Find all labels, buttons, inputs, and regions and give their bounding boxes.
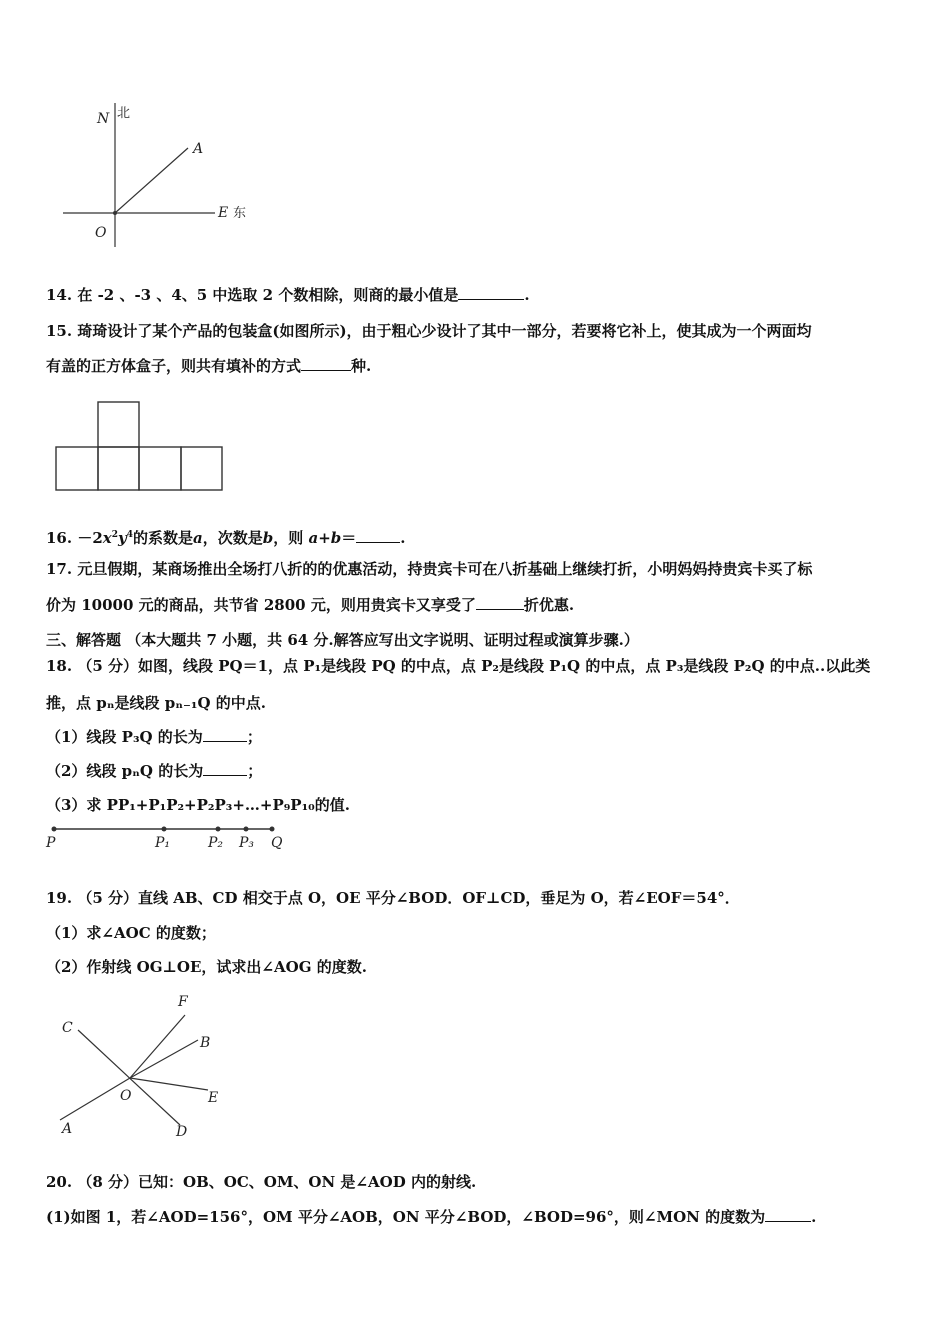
var-b: b bbox=[262, 529, 274, 547]
punct: ； bbox=[246, 728, 262, 746]
question-text: 已知：OB、OC、OM、ON 是∠AOD 内的射线. bbox=[138, 1173, 477, 1191]
question-number: 14. bbox=[46, 286, 73, 304]
east-char: 东 bbox=[233, 206, 247, 221]
question-text: ，则 bbox=[273, 529, 304, 547]
label-f: F bbox=[178, 994, 188, 1010]
expr: a+b bbox=[308, 529, 342, 547]
question-text: 价为 10000 元的商品，共节省 2800 元，则用贵宾卡又享受了 bbox=[46, 596, 476, 614]
label-b: B bbox=[200, 1035, 211, 1051]
question-text: 琦琦设计了某个产品的包装盒(如图所示)，由于粗心少设计了其中一部分，若要将它补上，使其成为一个两面均 bbox=[77, 322, 812, 340]
punct: ； bbox=[247, 762, 263, 780]
question-18-sub3 bbox=[46, 795, 350, 815]
question-text: 有盖的正方体盒子，则共有填补的方式 bbox=[46, 357, 302, 375]
question-19-sub2 bbox=[46, 957, 367, 977]
question-text: （1）线段 P₃Q 的长为 bbox=[46, 728, 203, 746]
score: （5 分） bbox=[77, 657, 139, 675]
var-y: y bbox=[118, 529, 127, 547]
question-17-line2 bbox=[46, 595, 574, 615]
question-text: 推，点 pₙ是线段 pₙ₋₁Q 的中点. bbox=[46, 694, 266, 712]
north-label: N bbox=[97, 111, 110, 127]
question-number: 18. bbox=[46, 657, 73, 675]
answer-blank[interactable] bbox=[458, 285, 524, 300]
east-label: E bbox=[218, 205, 229, 221]
point-p2 bbox=[216, 827, 221, 832]
question-text: 的系数是 bbox=[132, 529, 193, 547]
punct: . bbox=[811, 1208, 817, 1226]
answer-blank[interactable] bbox=[203, 727, 247, 742]
question-20-line1 bbox=[46, 1172, 476, 1192]
score: （8 分） bbox=[77, 1173, 139, 1191]
question-15-line2 bbox=[46, 356, 371, 376]
label-p: P bbox=[46, 835, 56, 851]
question-number: 17. bbox=[46, 560, 73, 578]
segment-figure bbox=[40, 820, 300, 855]
point-p bbox=[52, 827, 57, 832]
answer-blank[interactable] bbox=[356, 528, 400, 543]
question-number: 15. bbox=[46, 322, 73, 340]
question-14 bbox=[46, 285, 530, 305]
point-p1 bbox=[162, 827, 167, 832]
coef: －2 bbox=[77, 529, 103, 547]
compass-figure bbox=[55, 95, 275, 255]
question-number: 19. bbox=[46, 889, 73, 907]
section-text: 三、解答题 （本大题共 7 小题，共 64 分.解答应写出文字说明、证明过程或演算步骤.） bbox=[46, 631, 639, 649]
answer-blank[interactable] bbox=[765, 1207, 811, 1222]
question-20-line2 bbox=[46, 1207, 816, 1227]
question-19-line1 bbox=[46, 888, 740, 908]
point-q bbox=[270, 827, 275, 832]
angle-figure bbox=[50, 990, 240, 1140]
question-text: 种. bbox=[351, 357, 372, 375]
question-18-sub2 bbox=[46, 761, 262, 781]
question-text: 直线 AB、CD 相交于点 O，OE 平分∠BOD．OF⊥CD，垂足为 O，若∠EOF＝54°． bbox=[138, 889, 740, 907]
label-q: Q bbox=[271, 835, 283, 851]
north-char: 北 bbox=[117, 106, 131, 121]
question-18-line1 bbox=[46, 656, 870, 676]
answer-blank[interactable] bbox=[476, 595, 524, 610]
question-text: (1)如图 1，若∠AOD=156°，OM 平分∠AOB，ON 平分∠BOD，∠BOD=96°，则∠MON 的度数为 bbox=[46, 1208, 766, 1226]
point-p3 bbox=[244, 827, 249, 832]
label-p1: P₁ bbox=[155, 835, 171, 851]
exp-y: 4 bbox=[126, 530, 133, 540]
punct: . bbox=[524, 286, 530, 304]
point-a-label: A bbox=[193, 141, 204, 157]
answer-blank[interactable] bbox=[301, 356, 351, 371]
question-text: （3）求 PP₁+P₁P₂+P₂P₃+…+P₉P₁₀的值. bbox=[46, 796, 350, 814]
question-text: 元旦假期，某商场推出全场打八折的的优惠活动，持贵宾卡可在八折基础上继续打折，小明妈妈持贵宾卡买了标 bbox=[77, 560, 813, 578]
question-19-sub1 bbox=[46, 923, 216, 943]
punct: . bbox=[400, 529, 406, 547]
score: （5 分） bbox=[77, 889, 139, 907]
question-16 bbox=[46, 525, 406, 548]
question-text: ，次数是 bbox=[202, 529, 263, 547]
label-a: A bbox=[62, 1121, 73, 1137]
label-p3: P₃ bbox=[239, 835, 255, 851]
label-d: D bbox=[176, 1124, 188, 1140]
question-text: 折优惠. bbox=[523, 596, 575, 614]
question-text: （2）作射线 OG⊥OE，试求出∠AOG 的度数. bbox=[46, 958, 367, 976]
origin-label: O bbox=[95, 225, 107, 241]
var-a: a bbox=[193, 529, 203, 547]
question-17-line1 bbox=[46, 559, 812, 579]
question-text: 在 -2 、-3 、4、5 中选取 2 个数相除，则商的最小值是 bbox=[77, 286, 459, 304]
question-number: 20. bbox=[46, 1173, 73, 1191]
question-18-line2 bbox=[46, 693, 266, 713]
section-heading bbox=[46, 630, 639, 650]
answer-blank[interactable] bbox=[203, 761, 247, 776]
question-number: 16. bbox=[46, 529, 73, 547]
box-net-figure bbox=[55, 400, 225, 492]
label-c: C bbox=[62, 1020, 73, 1036]
question-text: （1）求∠AOC 的度数； bbox=[46, 924, 216, 942]
label-e: E bbox=[208, 1090, 219, 1106]
exp-x: 2 bbox=[111, 530, 118, 540]
question-text: （2）线段 pₙQ 的长为 bbox=[46, 762, 204, 780]
question-18-sub1 bbox=[46, 727, 262, 747]
label-p2: P₂ bbox=[208, 835, 224, 851]
equals: ＝ bbox=[341, 529, 357, 547]
question-text: 如图，线段 PQ＝1，点 P₁是线段 PQ 的中点，点 P₂是线段 P₁Q 的中点，点 P₃是线段 P₂Q 的中点..以此类 bbox=[138, 657, 871, 675]
question-15-line1 bbox=[46, 321, 812, 341]
label-o: O bbox=[120, 1088, 132, 1104]
var-x: x bbox=[102, 529, 112, 547]
